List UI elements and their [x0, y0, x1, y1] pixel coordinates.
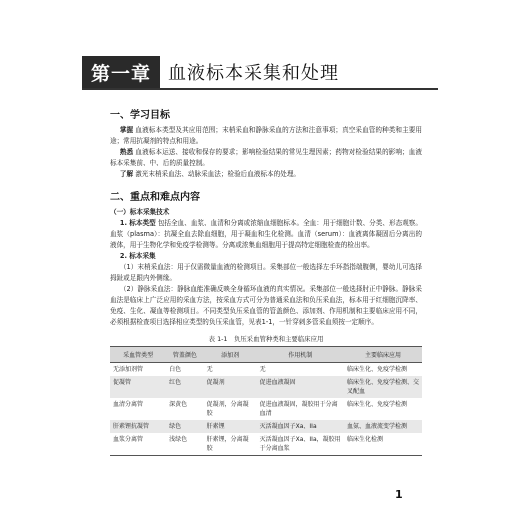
table-cell: 灭活凝血因子Xa、IIa [257, 420, 344, 433]
table-header-cell: 采血管类型 [110, 347, 166, 363]
table-cell: 促凝管 [110, 376, 166, 398]
table-cell: 促进血液凝固 [257, 376, 344, 398]
table-cell: 血氨、血液流变学检测 [344, 420, 422, 433]
objective-master [110, 125, 422, 147]
table-cell: 灭活凝血因子Xa、IIa，凝胶用于分离血浆 [257, 433, 344, 456]
table-cell: 无 [206, 366, 213, 373]
capillary-paragraph: （1）末梢采血法：用于仅需微量血液的检测项目。采集部位一般选择左手环指指端腹侧，婴幼儿可选择拇趾或足跟内外侧缘。 [110, 263, 422, 282]
master-text: 血液标本类型及其应用范围；末梢采血和静脉采血的方法和注意事项；真空采血管的种类和主要用途；常用抗凝剂的特点和用途。 [110, 126, 422, 145]
table-header-cell: 添加剂 [204, 347, 257, 363]
venous-paragraph: （2）静脉采血法：静脉血能准确反映全身循环血液的真实情况。采集部位一般选择肘正中静脉。静脉采血法是临床上广泛应用的采血方法，按采血方式可分为普通采血法和负压采血法，标本用于红细胞沉降率、免疫、生化、凝血等检测项目。不同类型负压采血管的管盖颜色、添加剂、作用机制和主要临床应用不同，必须根据检查项目选择相应类型的负压采血管，见表1-1，一针穿刺多管采血须按一定顺序。 [110, 285, 422, 326]
table-row [110, 398, 422, 420]
table-row [110, 376, 422, 398]
table-row [110, 420, 422, 433]
table-cell: 促凝剂 [204, 376, 257, 398]
table-row [110, 433, 422, 456]
table-row [110, 363, 422, 377]
section-heading-objectives: 一、学习目标 [110, 110, 170, 121]
understand-label: 了解 [119, 170, 134, 178]
table-cell: 深黄色 [169, 401, 188, 408]
table-cell: 肝素锂，分离凝胶 [204, 433, 257, 456]
table-header-cell: 作用机制 [257, 347, 344, 363]
master-label: 掌握 [119, 126, 134, 134]
subsection-heading: （一）标本采集技术 [110, 208, 170, 216]
chapter-number: 第一章 [82, 56, 160, 88]
page-number: 1 [395, 488, 403, 501]
specimen-types-text: 包括全血、血浆、血清和分离或浓缩血细胞标本。全血：用于细胞计数、分类、形态观察。血浆（plasma）：抗凝全血去除血细胞，用于凝血和生化检测。血清（serum）：血液离体凝固后分离出的液体，用于生物化学和免疫学检测等。分离或浓集血细胞用于提高特定细胞检查的检出率。 [110, 219, 422, 249]
table-cell: 临床生化、免疫学检测 [346, 401, 407, 408]
familiar-label: 熟悉 [119, 148, 134, 156]
objective-familiar [110, 147, 422, 169]
tube-table [110, 346, 422, 456]
familiar-text: 血液标本运送、接收和保存的要求；影响检验结果的常见生理因素；药物对检验结果的影响；血液标本采集前、中、后的质量控制。 [110, 148, 422, 167]
understand-text: 激光末梢采血法、动脉采血法；检验后血液标本的处理。 [135, 170, 301, 178]
table-cell: 血浆分离管 [110, 433, 166, 456]
table-cell: 临床生化、免疫学检测、交叉配血 [344, 376, 422, 398]
specimen-types-paragraph [110, 218, 422, 251]
table-cell: 绿色 [166, 420, 203, 433]
collection-heading: 2. 标本采集 [119, 252, 156, 260]
chapter-title: 血液标本采集和处理 [168, 63, 340, 84]
table-cell: 促凝剂，分离凝胶 [206, 401, 249, 417]
table-cell: 无添加剂管 [113, 366, 144, 373]
table-cell: 促进血液凝固，凝胶用于分离血清 [259, 401, 338, 417]
table-cell: 临床生化、免疫学检测 [346, 366, 407, 373]
table-cell: 浅绿色 [166, 433, 203, 456]
table-header-row [110, 347, 422, 363]
table-cell: 血清分离管 [113, 401, 144, 408]
table-cell: 临床生化检测 [344, 433, 422, 456]
table-cell: 肝素锂抗凝管 [110, 420, 166, 433]
table-header-cell: 主要临床应用 [344, 347, 422, 363]
table-cell: 白色 [169, 366, 182, 373]
table-cell: 肝素锂 [204, 420, 257, 433]
chapter-header [82, 56, 438, 90]
table-cell: 红色 [166, 376, 203, 398]
table-header-cell: 管盖颜色 [166, 347, 203, 363]
table-cell: 无 [259, 366, 266, 373]
page-content [110, 106, 422, 456]
objective-understand [110, 169, 422, 180]
table-caption: 表 1-1 负压采血管种类和主要临床应用 [208, 335, 324, 343]
section-heading-key-points: 二、重点和难点内容 [110, 192, 200, 203]
specimen-types-label: 1. 标本类型 [119, 219, 156, 227]
